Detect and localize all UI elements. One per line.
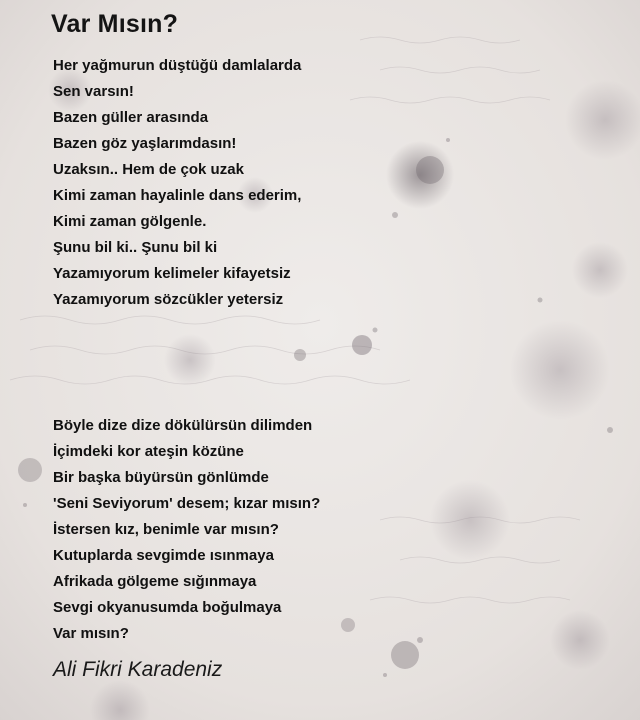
poem-title: Var Mısın? [51, 10, 179, 38]
poem-line: Bazen göz yaşlarımdasın! [53, 135, 237, 152]
poem-line: Kimi zaman gölgenle. [53, 213, 207, 230]
poem-line: Böyle dize dize dökülürsün dilimden [53, 417, 313, 434]
poem-line: Kimi zaman hayalinle dans ederim, [53, 187, 302, 204]
poem-line: Sevgi okyanusumda boğulmaya [53, 599, 282, 616]
poem-line: Afrikada gölgeme sığınmaya [53, 573, 257, 590]
poem-line: İstersen kız, benimle var mısın? [53, 521, 279, 538]
poem-line: Yazamıyorum sözcükler yetersiz [53, 291, 284, 308]
stanza-2 [53, 413, 320, 647]
poem-line: Şunu bil ki.. Şunu bil ki [53, 239, 218, 256]
poem-line: Her yağmurun düştüğü damlalarda [53, 57, 302, 74]
poem-line: Var mısın? [53, 625, 129, 642]
poem-author: Ali Fikri Karadeniz [53, 658, 223, 681]
poem-line: Bazen güller arasında [53, 109, 209, 126]
poem-line: 'Seni Seviyorum' desem; kızar mısın? [53, 495, 321, 512]
poem-line: Uzaksın.. Hem de çok uzak [53, 161, 244, 178]
stanza-1 [53, 53, 301, 313]
poem-line: İçimdeki kor ateşin közüne [53, 443, 244, 460]
poem-line: Yazamıyorum kelimeler kifayetsiz [53, 265, 291, 282]
poem-line: Sen varsın! [53, 83, 134, 100]
poem-line: Kutuplarda sevgimde ısınmaya [53, 547, 274, 564]
poem-line: Bir başka büyürsün gönlümde [53, 469, 269, 486]
